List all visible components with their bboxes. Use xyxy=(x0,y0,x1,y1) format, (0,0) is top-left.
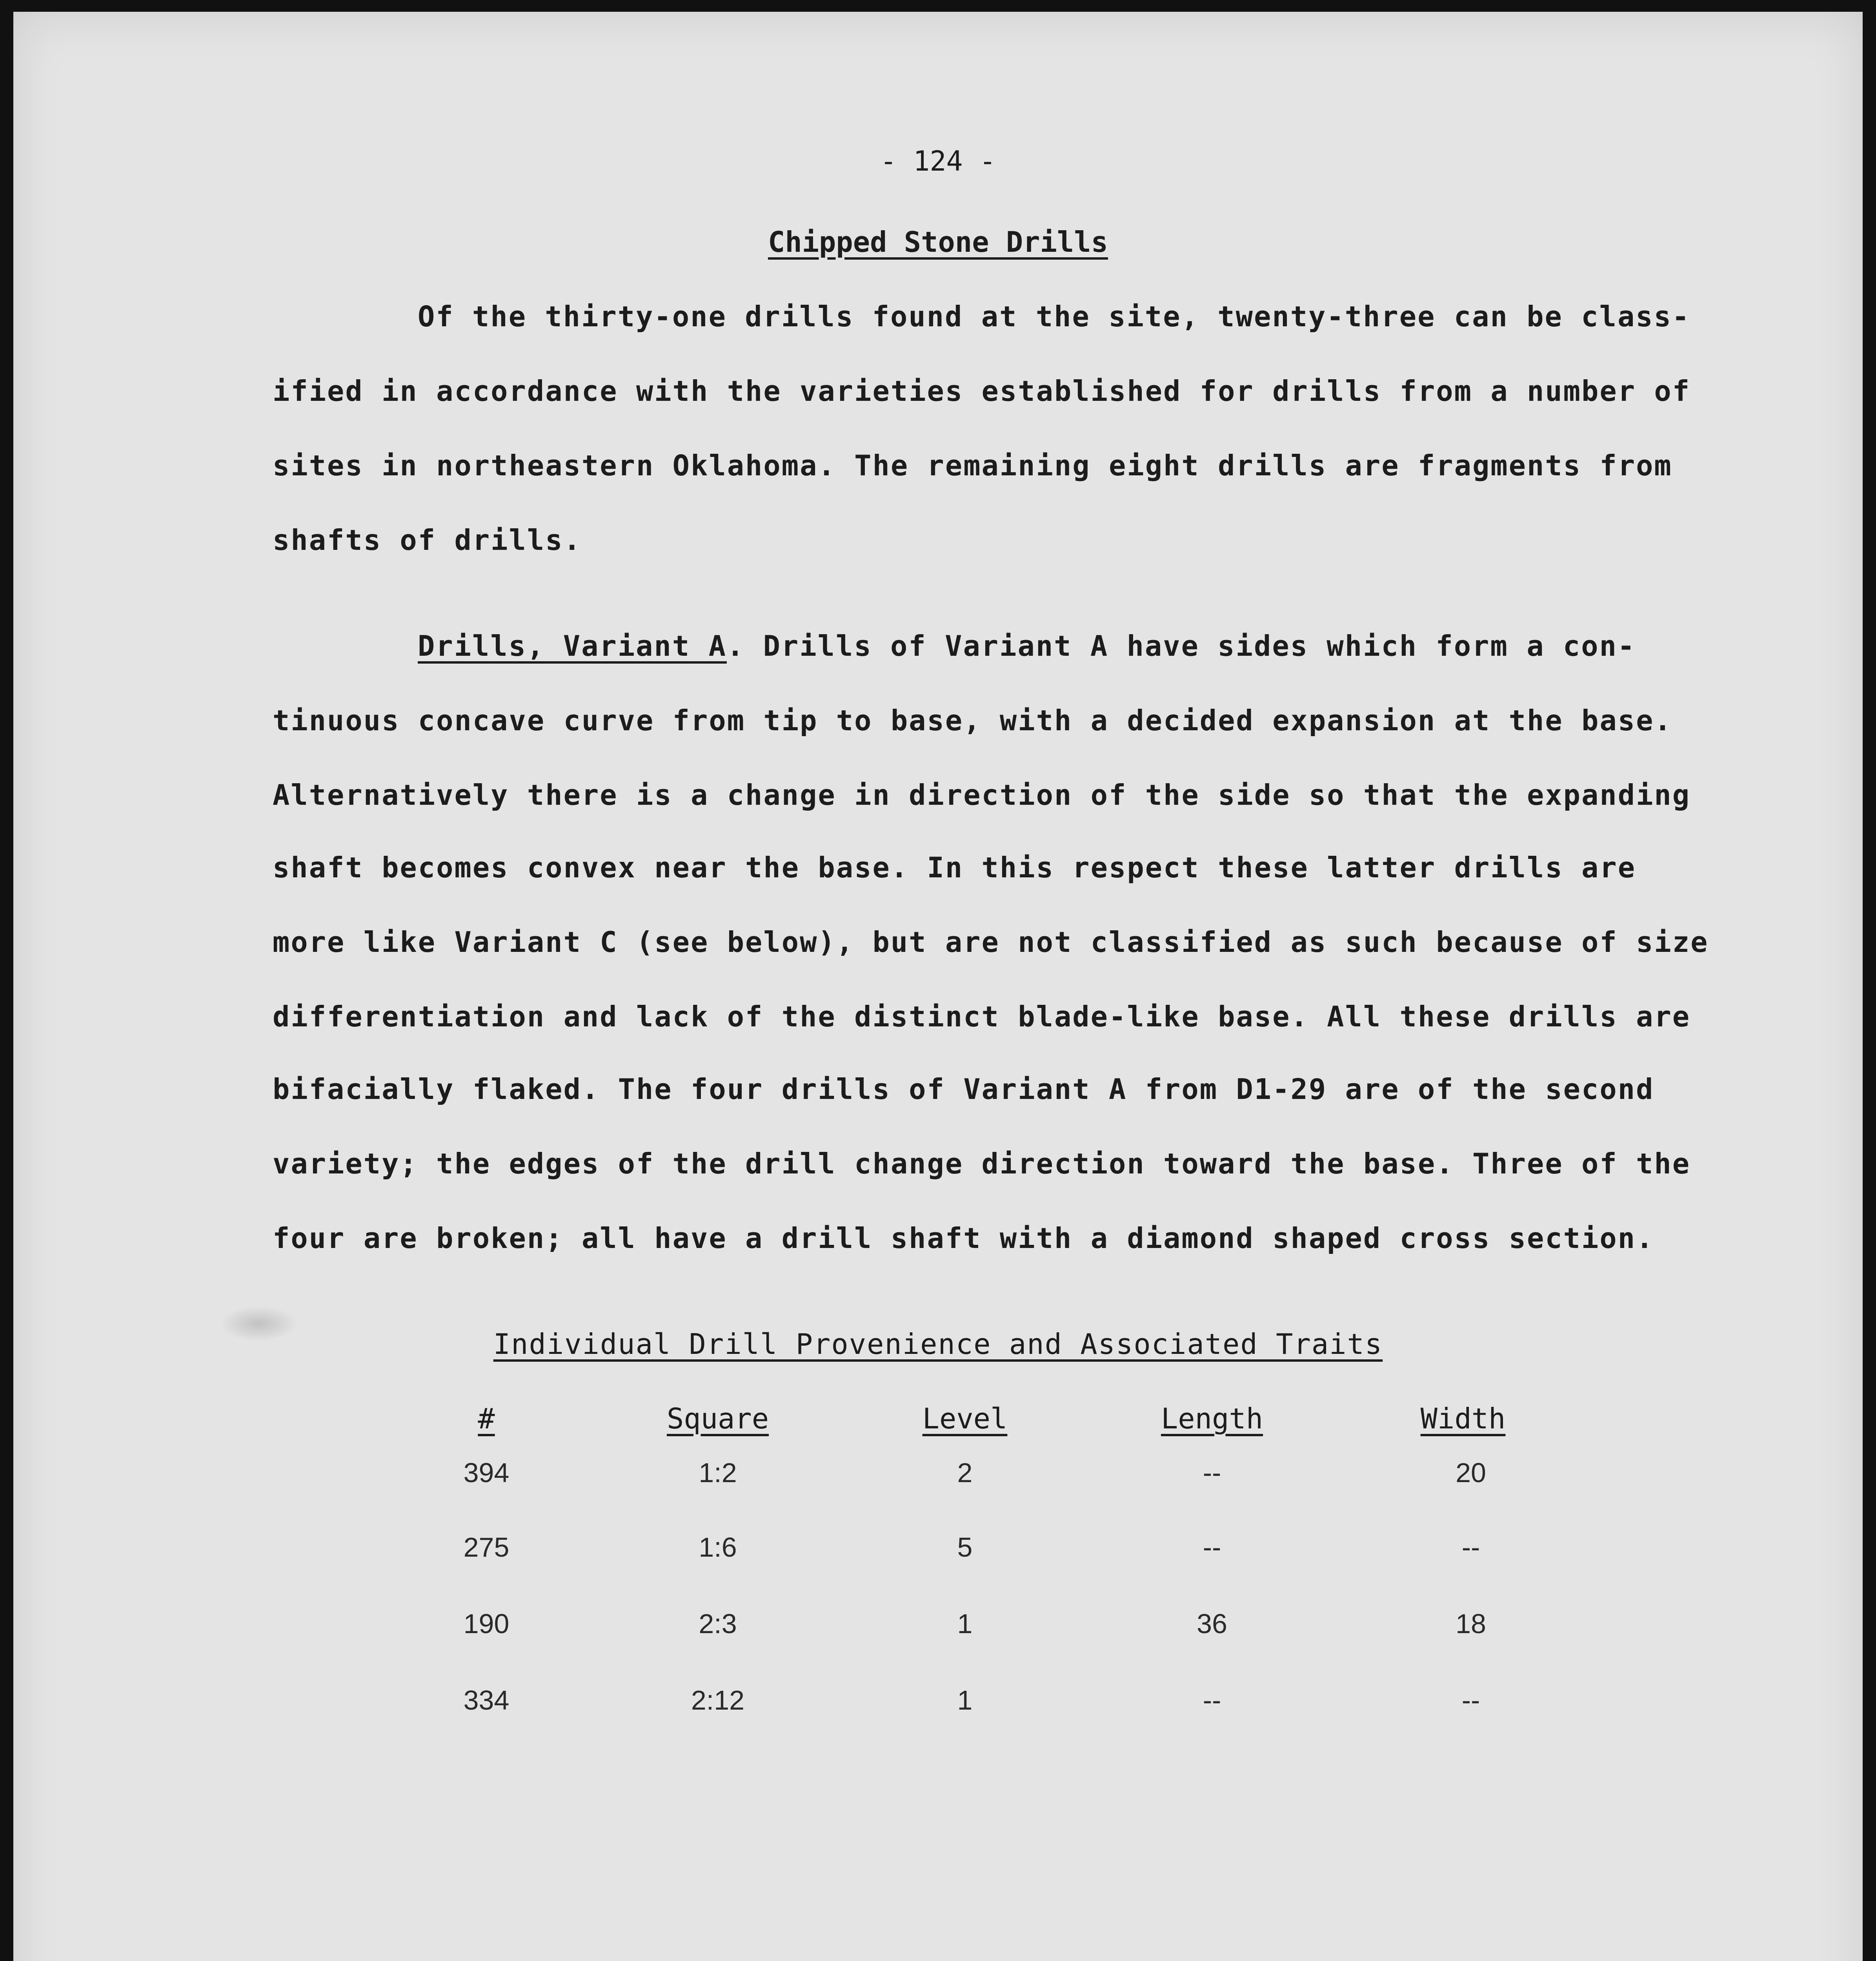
column-header-width xyxy=(1365,1402,1561,1435)
table-cell: 36 xyxy=(1197,1608,1227,1639)
table-cell: 1:2 xyxy=(699,1457,737,1488)
column-header-text: Length xyxy=(1161,1402,1263,1435)
column-header-text: Width xyxy=(1420,1402,1506,1435)
paragraph-line: sites in northeastern Oklahoma. The remaining eight drills are fragments from xyxy=(273,449,1672,482)
table-cell: 2:3 xyxy=(699,1608,737,1639)
table-cell: 1 xyxy=(957,1685,973,1715)
table-cell: 190 xyxy=(463,1608,509,1639)
paragraph-line: four are broken; all have a drill shaft with a diamond shaped cross section. xyxy=(273,1222,1654,1255)
table-cell: 334 xyxy=(463,1685,509,1715)
paragraph-line: variety; the edges of the drill change direction toward the base. Three of the xyxy=(273,1147,1691,1180)
column-header-number xyxy=(447,1402,526,1435)
column-header-length xyxy=(1114,1402,1310,1435)
table-title-text: Individual Drill Provenience and Associated Traits xyxy=(493,1328,1383,1361)
paragraph-line: differentiation and lack of the distinct blade-like base. All these drills are xyxy=(273,1000,1691,1033)
table-cell: 275 xyxy=(463,1532,509,1563)
table-cell: 2 xyxy=(957,1457,973,1488)
table-cell: 394 xyxy=(463,1457,509,1488)
page-number: - 124 - xyxy=(880,145,996,177)
paragraph-line: shaft becomes convex near the base. In this respect these latter drills are xyxy=(273,851,1636,884)
paragraph-line: Of the thirty-one drills found at the site, twenty-three can be class- xyxy=(418,300,1690,333)
table-cell: -- xyxy=(1203,1685,1221,1715)
table-cell: 2:12 xyxy=(691,1685,745,1715)
table-cell: -- xyxy=(1203,1457,1221,1488)
column-header-text: Level xyxy=(922,1402,1008,1435)
table-cell: 1:6 xyxy=(699,1532,737,1563)
column-header-text: Square xyxy=(666,1402,769,1435)
table-cell: 18 xyxy=(1456,1608,1486,1639)
paragraph-line xyxy=(418,629,1636,662)
column-header-level xyxy=(867,1402,1063,1435)
section-title xyxy=(0,226,1876,258)
paragraph-line: ified in accordance with the varieties established for drills from a number of xyxy=(273,375,1691,407)
table-cell: -- xyxy=(1461,1532,1480,1563)
paragraph-line-rest: . Drills of Variant A have sides which form a con- xyxy=(726,629,1636,662)
column-header-text: # xyxy=(478,1402,495,1435)
table-title xyxy=(0,1328,1876,1361)
paragraph-line: Alternatively there is a change in direction of the side so that the expanding xyxy=(273,779,1691,811)
paragraph-line: more like Variant C (see below), but are not classified as such because of size xyxy=(273,926,1709,959)
paragraph-line: shafts of drills. xyxy=(273,524,582,557)
table-cell: -- xyxy=(1203,1532,1221,1563)
column-header-square xyxy=(620,1402,816,1435)
paragraph-line: bifacially flaked. The four drills of Variant A from D1-29 are of the second xyxy=(273,1073,1654,1106)
table-cell: -- xyxy=(1461,1685,1480,1715)
table-cell: 1 xyxy=(957,1608,973,1639)
paragraph-line: tinuous concave curve from tip to base, with a decided expansion at the base. xyxy=(273,704,1672,737)
table-cell: 20 xyxy=(1456,1457,1486,1488)
section-title-text: Chipped Stone Drills xyxy=(768,226,1108,258)
table-cell: 5 xyxy=(957,1532,973,1563)
subheading-drills-variant-a: Drills, Variant A xyxy=(418,629,727,662)
